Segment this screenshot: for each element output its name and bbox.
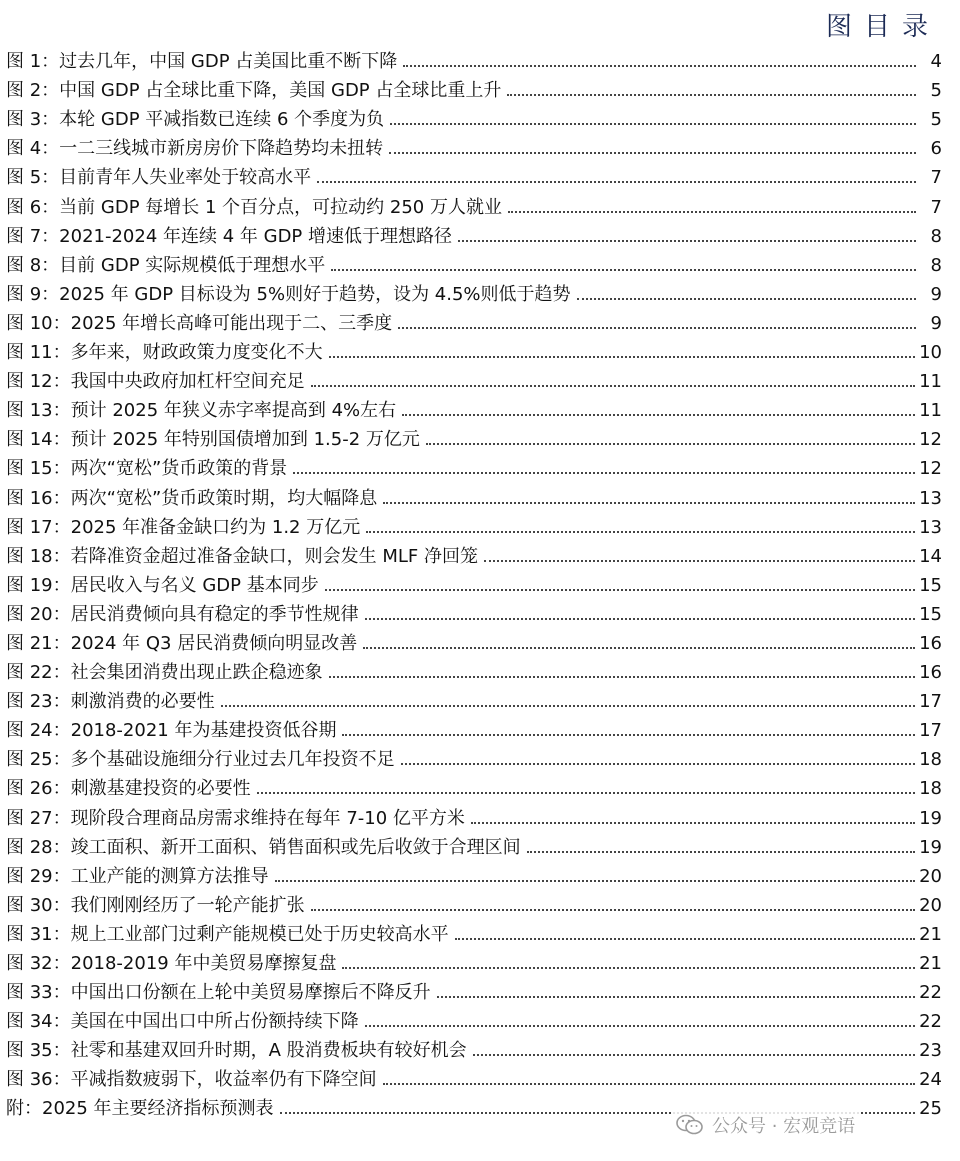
dot-leader (342, 734, 915, 736)
toc-entry-title: 图 10：2025 年增长高峰可能出现于二、三季度 (6, 312, 393, 334)
toc-entry[interactable] (6, 510, 942, 539)
dot-leader (455, 938, 915, 940)
toc-entry-title: 图 8：目前 GDP 实际规模低于理想水平 (6, 254, 326, 276)
dot-leader (507, 94, 916, 96)
toc-entry-title: 图 34：美国在中国出口中所占份额持续下降 (6, 1011, 359, 1033)
toc-entry-page: 7 (930, 167, 942, 189)
toc-entry[interactable] (6, 742, 942, 771)
dot-leader (527, 851, 915, 853)
toc-entry-page: 24 (919, 1069, 942, 1091)
toc-entry-title: 图 25：多个基础设施细分行业过去几年投资不足 (6, 749, 395, 771)
toc-entry-title: 图 15：两次“宽松”货币政策的背景 (6, 458, 288, 480)
toc-entry-title: 图 2：中国 GDP 占全球比重下降，美国 GDP 占全球比重上升 (6, 80, 502, 102)
dot-leader (458, 240, 916, 242)
toc-entry-title: 图 5：目前青年人失业率处于较高水平 (6, 167, 312, 189)
toc-entry-title: 图 3：本轮 GDP 平减指数已连续 6 个季度为负 (6, 109, 385, 131)
toc-entry-page: 10 (919, 342, 942, 364)
toc-entry-title: 图 19：居民收入与名义 GDP 基本同步 (6, 574, 319, 596)
toc-entry-title: 图 1：过去几年，中国 GDP 占美国比重不断下降 (6, 51, 398, 73)
toc-entry-page: 16 (919, 632, 942, 654)
dot-leader (426, 443, 915, 445)
toc-entry[interactable] (6, 44, 942, 73)
toc-entry-page: 11 (919, 400, 942, 422)
toc-entry[interactable] (6, 655, 942, 684)
dot-leader (293, 472, 915, 474)
toc-entry-page: 16 (919, 662, 942, 684)
toc-entry-title: 图 20：居民消费倾向具有稳定的季节性规律 (6, 603, 359, 625)
toc-entry[interactable] (6, 248, 942, 277)
dot-leader (403, 65, 916, 67)
toc-entry-title: 图 7：2021-2024 年连续 4 年 GDP 增速低于理想路径 (6, 225, 453, 247)
toc-entry-page: 9 (930, 283, 942, 305)
toc-entry[interactable] (6, 73, 942, 102)
toc-entry-title: 图 18：若降准资金超过准备金缺口，则会发生 MLF 净回笼 (6, 545, 478, 567)
toc-entry[interactable] (6, 626, 942, 655)
toc-entry-page: 8 (930, 225, 942, 247)
dot-leader (484, 560, 915, 562)
toc-entry[interactable] (6, 277, 942, 306)
toc-entry[interactable] (6, 888, 942, 917)
toc-entry-page: 18 (919, 749, 942, 771)
toc-entry[interactable] (6, 306, 942, 335)
toc-entry-page: 5 (930, 109, 942, 131)
toc-entry[interactable] (6, 1004, 942, 1033)
dot-leader (317, 181, 916, 183)
toc-entry-title: 图 33：中国出口份额在上轮中美贸易摩擦后不降反升 (6, 982, 431, 1004)
toc-entry[interactable] (6, 946, 942, 975)
toc-entry[interactable] (6, 830, 942, 859)
toc-entry-title: 附：2025 年主要经济指标预测表 (6, 1098, 274, 1120)
toc-entry[interactable] (6, 568, 942, 597)
toc-entry-page: 19 (919, 836, 942, 858)
toc-entry[interactable] (6, 219, 942, 248)
dot-leader (366, 531, 915, 533)
dot-leader (311, 909, 915, 911)
dot-leader (331, 269, 916, 271)
toc-entry-title: 图 35：社零和基建双回升时期，A 股消费板块有较好机会 (6, 1040, 467, 1062)
dot-leader (383, 1083, 915, 1085)
toc-entry-title: 图 12：我国中央政府加杠杆空间充足 (6, 371, 305, 393)
toc-entry-page: 20 (919, 865, 942, 887)
toc-entry-page: 13 (919, 487, 942, 509)
toc-entry-page: 15 (919, 574, 942, 596)
toc-entry[interactable] (6, 364, 942, 393)
toc-entry-page: 12 (919, 429, 942, 451)
dot-leader (329, 356, 915, 358)
dot-leader (508, 211, 916, 213)
toc-entry-title: 图 28：竣工面积、新开工面积、销售面积或先后收敛于合理区间 (6, 836, 521, 858)
toc-entry-title: 图 32：2018-2019 年中美贸易摩擦复盘 (6, 953, 337, 974)
toc-entry-page: 23 (919, 1040, 942, 1062)
toc-entry-page: 9 (930, 312, 942, 334)
toc-entry-page: 22 (919, 1011, 942, 1033)
toc-entry-title: 图 24：2018-2021 年为基建投资低谷期 (6, 720, 337, 742)
toc-entry-page: 15 (919, 603, 942, 625)
toc-entry[interactable] (6, 160, 942, 189)
toc-entry-title: 图 16：两次“宽松”货币政策时期，均大幅降息 (6, 487, 378, 509)
toc-entry[interactable] (6, 684, 942, 713)
toc-entry-page: 22 (919, 982, 942, 1004)
dot-leader (471, 822, 915, 824)
toc-entry[interactable] (6, 480, 942, 509)
toc-entry-title: 图 36：平减指数疲弱下，收益率仍有下降空间 (6, 1069, 377, 1091)
toc-entry-title: 图 11：多年来，财政政策力度变化不大 (6, 342, 323, 364)
toc-entry-title: 图 26：刺激基建投资的必要性 (6, 778, 251, 800)
dot-leader (402, 414, 915, 416)
toc-entry-page: 11 (919, 371, 942, 393)
toc-entry[interactable] (6, 422, 942, 451)
watermark-text: 公众号 · 宏观竞语 (712, 1116, 856, 1137)
toc-entry[interactable] (6, 131, 942, 160)
toc-entry[interactable] (6, 451, 942, 480)
dot-leader (329, 676, 915, 678)
dot-leader (365, 1025, 915, 1027)
wechat-icon (676, 1114, 704, 1136)
toc-entry-page: 21 (919, 923, 942, 945)
dot-leader (221, 705, 915, 707)
toc-entry-title: 图 21：2024 年 Q3 居民消费倾向明显改善 (6, 632, 358, 654)
dot-leader (401, 763, 915, 765)
dot-leader (342, 967, 915, 969)
dot-leader (437, 996, 915, 998)
dot-leader (311, 385, 915, 387)
dot-leader (365, 618, 915, 620)
dot-leader (383, 502, 915, 504)
toc-entry-page: 7 (930, 196, 942, 218)
toc-entry-page: 18 (919, 778, 942, 800)
dot-leader (398, 327, 916, 329)
toc-entry-page: 21 (919, 953, 942, 974)
toc-entry-title: 图 30：我们刚刚经历了一轮产能扩张 (6, 894, 305, 916)
dot-leader (390, 123, 916, 125)
toc-entry-title: 图 14：预计 2025 年特别国债增加到 1.5-2 万亿元 (6, 429, 420, 451)
toc-entry-title: 图 4：一二三线城市新房房价下降趋势均未扭转 (6, 138, 384, 160)
toc-entry-page: 17 (919, 691, 942, 713)
toc-entry-page: 8 (930, 254, 942, 276)
toc-entry-title: 图 22：社会集团消费出现止跌企稳迹象 (6, 662, 323, 684)
toc-entry[interactable] (6, 713, 942, 742)
dot-leader (275, 880, 915, 882)
toc-list (6, 44, 942, 1120)
toc-entry-page: 25 (919, 1098, 942, 1120)
toc-entry[interactable] (6, 800, 942, 829)
toc-entry-title: 图 9：2025 年 GDP 目标设为 5%则好于趋势，设为 4.5%则低于趋势 (6, 283, 571, 305)
toc-entry[interactable] (6, 859, 942, 888)
toc-entry-page: 4 (930, 51, 942, 73)
toc-entry-title: 图 27：现阶段合理商品房需求维持在每年 7-10 亿平方米 (6, 807, 465, 829)
toc-entry[interactable] (6, 771, 942, 800)
toc-entry-title: 图 17：2025 年准备金缺口约为 1.2 万亿元 (6, 516, 361, 538)
page-title: 图目录 (825, 12, 940, 42)
toc-entry[interactable] (6, 189, 942, 218)
watermark (672, 1112, 859, 1138)
toc-entry[interactable] (6, 917, 942, 946)
toc-entry[interactable] (6, 539, 942, 568)
dot-leader (389, 152, 916, 154)
toc-entry-page: 5 (930, 80, 942, 102)
toc-entry[interactable] (6, 1033, 942, 1062)
dot-leader (473, 1054, 915, 1056)
toc-entry-page: 12 (919, 458, 942, 480)
toc-entry[interactable] (6, 1062, 942, 1091)
toc-entry-page: 20 (919, 894, 942, 916)
dot-leader (363, 647, 915, 649)
dot-leader (257, 792, 915, 794)
toc-entry[interactable] (6, 975, 942, 1004)
toc-entry[interactable] (6, 393, 942, 422)
toc-entry-title: 图 23：刺激消费的必要性 (6, 691, 215, 713)
toc-entry-title: 图 6：当前 GDP 每增长 1 个百分点，可拉动约 250 万人就业 (6, 196, 502, 218)
toc-entry-page: 13 (919, 516, 942, 538)
toc-entry[interactable] (6, 597, 942, 626)
dot-leader (325, 589, 915, 591)
toc-entry-page: 14 (919, 545, 942, 567)
toc-entry-page: 19 (919, 807, 942, 829)
toc-entry-title: 图 29：工业产能的测算方法推导 (6, 865, 269, 887)
dot-leader (577, 298, 916, 300)
toc-entry-page: 6 (930, 138, 942, 160)
toc-entry-page: 17 (919, 720, 942, 742)
toc-entry-title: 图 31：规上工业部门过剩产能规模已处于历史较高水平 (6, 923, 449, 945)
toc-entry-title: 图 13：预计 2025 年狭义赤字率提高到 4%左右 (6, 400, 397, 422)
toc-entry[interactable] (6, 335, 942, 364)
toc-entry[interactable] (6, 102, 942, 131)
